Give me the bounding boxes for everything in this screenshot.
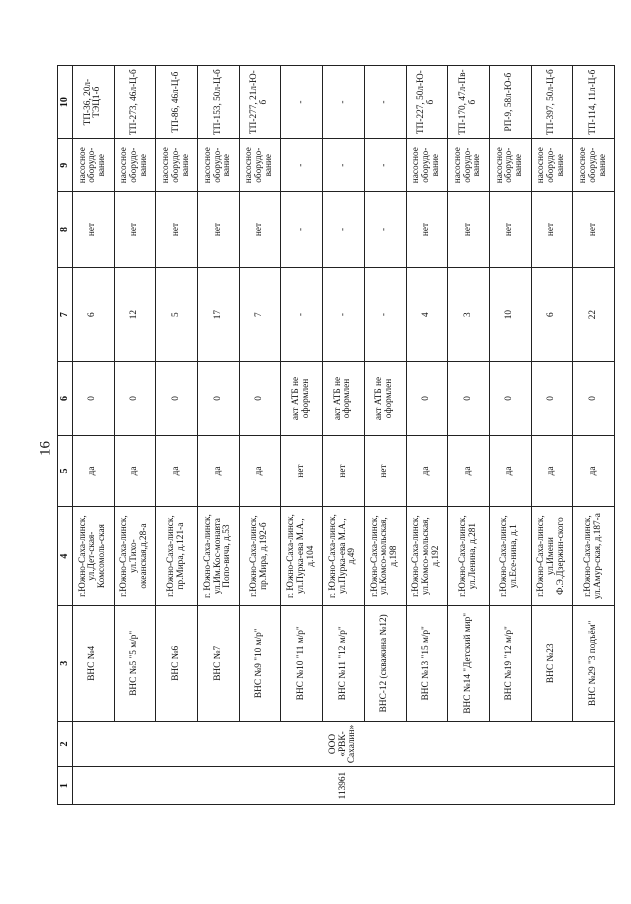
table-cell-c8: нет bbox=[406, 192, 448, 268]
table-cell-c4: г.Южно-Саха-линск, ул.Дет-ская-Комсомоль-ская bbox=[73, 507, 115, 605]
column-header: 2 bbox=[58, 721, 73, 766]
column-header: 3 bbox=[58, 605, 73, 721]
table-cell-c7: 10 bbox=[489, 267, 531, 362]
table-row bbox=[406, 66, 448, 805]
data-table bbox=[57, 65, 615, 805]
table-row bbox=[239, 66, 281, 805]
table-cell-c6: 0 bbox=[489, 362, 531, 435]
table-cell-c10: РП-9, 58л-Ю-б bbox=[489, 66, 531, 139]
table-cell-c5: да bbox=[448, 435, 490, 507]
table-cell-c5: да bbox=[198, 435, 240, 507]
table-cell-c7: 3 bbox=[448, 267, 490, 362]
table-cell-c10: ТП-36, 20л-ТЭЦ1-б bbox=[73, 66, 115, 139]
table-cell-c10: - bbox=[364, 66, 406, 139]
table-cell-c6: 0 bbox=[198, 362, 240, 435]
table-cell-c10: ТП-114, 11л-Ц-б bbox=[573, 66, 615, 139]
table-cell-c3: ВНС №11 "12 м/р" bbox=[323, 605, 365, 721]
table-cell-c5: да bbox=[114, 435, 156, 507]
table-cell-c10: ТП-170, 47л-Пв-б bbox=[448, 66, 490, 139]
table-cell-c4: г.Южно-Саха-линск, ул.Комсо-мольская, д.198 bbox=[364, 507, 406, 605]
table-cell-c3: ВНС №5 "5 м/р" bbox=[114, 605, 156, 721]
table-cell-c3: ВНС №6 bbox=[156, 605, 198, 721]
table-cell-c5: да bbox=[531, 435, 573, 507]
table-cell-c3: ВНС №10 "11 м/р" bbox=[281, 605, 323, 721]
table-cell-c5: да bbox=[489, 435, 531, 507]
table-cell-c7: 17 bbox=[198, 267, 240, 362]
table-cell-c7: 22 bbox=[573, 267, 615, 362]
table-cell-c3: ВНС №4 bbox=[73, 605, 115, 721]
table-cell-c8: нет bbox=[489, 192, 531, 268]
table-row bbox=[156, 66, 198, 805]
table-cell-c7: - bbox=[323, 267, 365, 362]
table-cell-c4: г.Южно-Саха-линск, пр.Мира, д.121-а bbox=[156, 507, 198, 605]
table-cell-c4: г. Южно-Саха-линск, ул.Пурка-ева М.А., д.104 bbox=[281, 507, 323, 605]
table-cell-c4: г. Южно-Саха-линск, ул.Пурка-ева М.А., д.49 bbox=[323, 507, 365, 605]
table-cell-c6: 0 bbox=[73, 362, 115, 435]
table-cell-c8: нет bbox=[448, 192, 490, 268]
table-cell-c6: 0 bbox=[239, 362, 281, 435]
table-cell-c4: г.Южно-Саха-линск, ул.Есе-нина, д.1 bbox=[489, 507, 531, 605]
table-cell-c4: г.Южно-Саха-линск, ул.Комсо-мольская, д.192 bbox=[406, 507, 448, 605]
table-cell-c5: да bbox=[239, 435, 281, 507]
table-cell-c6: 0 bbox=[406, 362, 448, 435]
table-cell-c6: акт АТБ не оформлен bbox=[364, 362, 406, 435]
table-cell-c7: 6 bbox=[531, 267, 573, 362]
table-cell-c9: - bbox=[323, 139, 365, 192]
table-cell-c9: насосное оборудо-вание bbox=[489, 139, 531, 192]
table-cell-c10: ТП-277, 21л-Ю-б bbox=[239, 66, 281, 139]
table-cell-c10: ТП-153, 50л-Ц-б bbox=[198, 66, 240, 139]
table-cell-c6: 0 bbox=[114, 362, 156, 435]
table-cell-c5: да bbox=[573, 435, 615, 507]
table-cell-c4: г.Южно-Саха-линск, ул.Амур-ская, д.187-а bbox=[573, 507, 615, 605]
table-cell-c10: ТП-397, 50л-Ц-б bbox=[531, 66, 573, 139]
table-cell-c8: нет bbox=[239, 192, 281, 268]
column-header: 8 bbox=[58, 192, 73, 268]
column-header: 10 bbox=[58, 66, 73, 139]
table-row bbox=[448, 66, 490, 805]
column-header: 4 bbox=[58, 507, 73, 605]
table-cell-c3: ВНС №7 bbox=[198, 605, 240, 721]
table-cell-c4: г.Южно-Саха-линск, пр.Мира, д.192-б bbox=[239, 507, 281, 605]
table-cell-c4: г. Южно-Саха-линск, ул.Им.Кос-монавта Попо-вича, д.53 bbox=[198, 507, 240, 605]
table-cell-c9: насосное оборудо-вание bbox=[448, 139, 490, 192]
table-cell-c6: 0 bbox=[156, 362, 198, 435]
column-header: 5 bbox=[58, 435, 73, 507]
table-row bbox=[531, 66, 573, 805]
table-cell-c7: 5 bbox=[156, 267, 198, 362]
table-cell-c7: 4 bbox=[406, 267, 448, 362]
table-cell-c8: нет bbox=[531, 192, 573, 268]
table-cell-c5: да bbox=[406, 435, 448, 507]
table-cell-c8: нет bbox=[114, 192, 156, 268]
table-row bbox=[73, 66, 115, 805]
table-cell-c8: нет bbox=[198, 192, 240, 268]
table-cell-c8: нет bbox=[73, 192, 115, 268]
table-cell-c3: ВНС №19 "12 м/р" bbox=[489, 605, 531, 721]
org-id-cell: 113961 bbox=[73, 767, 615, 805]
column-header: 9 bbox=[58, 139, 73, 192]
table-cell-c8: - bbox=[323, 192, 365, 268]
table-cell-c7: 6 bbox=[73, 267, 115, 362]
table-cell-c4: г.Южно-Саха-линск, ул.Тихо-океанская,д.28-а bbox=[114, 507, 156, 605]
table-cell-c5: нет bbox=[323, 435, 365, 507]
column-header: 7 bbox=[58, 267, 73, 362]
column-header: 1 bbox=[58, 767, 73, 805]
table-row bbox=[198, 66, 240, 805]
table-row bbox=[281, 66, 323, 805]
table-cell-c10: - bbox=[323, 66, 365, 139]
page-number: 16 bbox=[37, 441, 54, 456]
table-cell-c8: - bbox=[364, 192, 406, 268]
table-cell-c5: да bbox=[73, 435, 115, 507]
rotated-table-container bbox=[57, 65, 615, 805]
table-cell-c10: - bbox=[281, 66, 323, 139]
table-cell-c5: нет bbox=[281, 435, 323, 507]
header-row bbox=[58, 66, 73, 805]
table-cell-c10: ТП-273, 46л-Ц-б bbox=[114, 66, 156, 139]
table-cell-c3: ВНС №14 "Детский мир" bbox=[448, 605, 490, 721]
table-row bbox=[489, 66, 531, 805]
table-cell-c3: ВНС №13 "15 м/р" bbox=[406, 605, 448, 721]
table-cell-c9: - bbox=[364, 139, 406, 192]
table-row bbox=[364, 66, 406, 805]
table-cell-c10: ТП-86, 46л-Ц-б bbox=[156, 66, 198, 139]
table-cell-c6: 0 bbox=[448, 362, 490, 435]
table-cell-c9: - bbox=[281, 139, 323, 192]
table-cell-c7: - bbox=[364, 267, 406, 362]
table-cell-c6: акт АТБ не оформлен bbox=[323, 362, 365, 435]
table-cell-c4: г.Южно-Саха-линск, ул.Ленина, д.281 bbox=[448, 507, 490, 605]
table-cell-c9: насосное оборудо-вание bbox=[156, 139, 198, 192]
table-row bbox=[573, 66, 615, 805]
table-cell-c8: нет bbox=[156, 192, 198, 268]
table-cell-c6: акт АТБ не оформлен bbox=[281, 362, 323, 435]
table-cell-c9: насосное оборудо-вание bbox=[73, 139, 115, 192]
table-cell-c10: ТП-227, 50л-Ю-б bbox=[406, 66, 448, 139]
table-row bbox=[323, 66, 365, 805]
table-cell-c3: ВНС №29 "3 подъём" bbox=[573, 605, 615, 721]
table-cell-c3: ВНС №9 "10 м/р" bbox=[239, 605, 281, 721]
table-cell-c7: - bbox=[281, 267, 323, 362]
table-row bbox=[114, 66, 156, 805]
table-cell-c3: ВНС-12 (скважина №12) bbox=[364, 605, 406, 721]
table-cell-c8: - bbox=[281, 192, 323, 268]
table-cell-c7: 12 bbox=[114, 267, 156, 362]
table-cell-c6: 0 bbox=[573, 362, 615, 435]
table-cell-c6: 0 bbox=[531, 362, 573, 435]
table-cell-c7: 7 bbox=[239, 267, 281, 362]
table-cell-c9: насосное оборудо-вание bbox=[531, 139, 573, 192]
table-cell-c4: г.Южно-Саха-линск, ул.Имени Ф.Э.Дзержин-ского bbox=[531, 507, 573, 605]
table-cell-c9: насосное оборудо-вание bbox=[573, 139, 615, 192]
table-cell-c9: насосное оборудо-вание bbox=[198, 139, 240, 192]
table-cell-c3: ВНС №23 bbox=[531, 605, 573, 721]
table-cell-c8: нет bbox=[573, 192, 615, 268]
table-cell-c9: насосное оборудо-вание bbox=[406, 139, 448, 192]
table-cell-c5: нет bbox=[364, 435, 406, 507]
table-cell-c5: да bbox=[156, 435, 198, 507]
column-header: 6 bbox=[58, 362, 73, 435]
org-name-cell: ООО «РВК-Сахалин» bbox=[73, 721, 615, 766]
table-cell-c9: насосное оборудо-вание bbox=[114, 139, 156, 192]
table-cell-c9: насосное оборудо-вание bbox=[239, 139, 281, 192]
